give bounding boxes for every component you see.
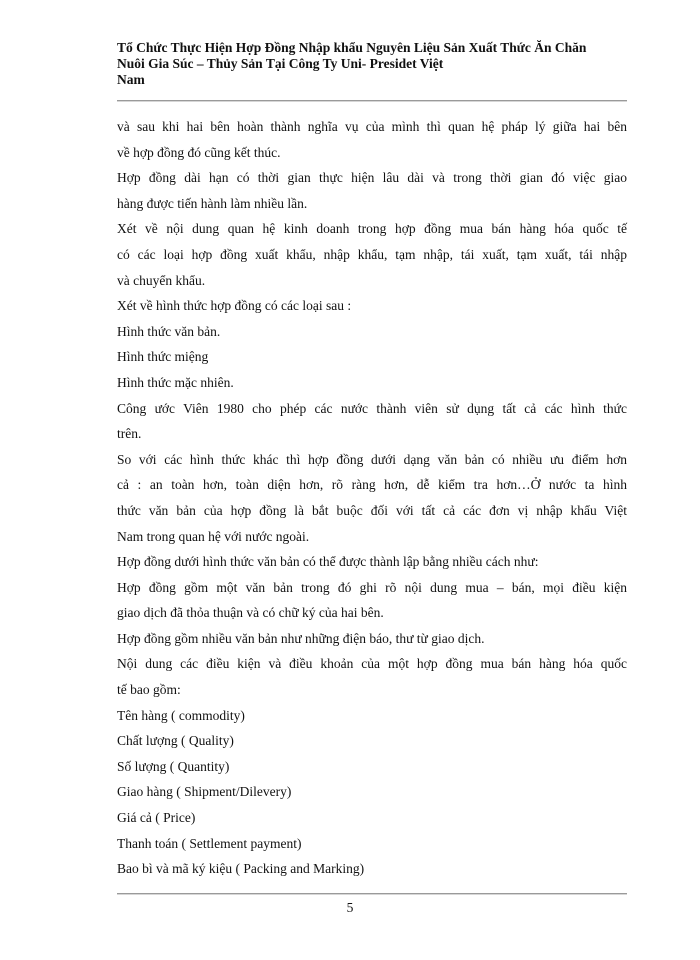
body-line: Hình thức miệng (117, 349, 209, 365)
body-line: So với các hình thức khác thì hợp đồng dưới dạng văn bản có nhiều ưu điểm hơn (117, 451, 627, 467)
body-line: giao dịch đã thỏa thuận và có chữ ký của hai bên. (117, 605, 384, 621)
header-title-line: Tổ Chức Thực Hiện Hợp Đồng Nhập khẩu Nguyên Liệu Sản Xuất Thức Ăn Chăn (117, 40, 587, 55)
body-line: Hợp đồng gồm một văn bản trong đó ghi rõ nội dung mua – bán, mọi điều kiện (117, 579, 627, 595)
body-line: có các loại hợp đồng xuất khẩu, nhập khẩu, tạm nhập, tái xuất, tạm xuất, tái nhập (117, 246, 627, 262)
body-line: về hợp đồng đó cũng kết thúc. (117, 144, 281, 160)
header-divider (117, 100, 627, 102)
body-line: Giao hàng ( Shipment/Dilevery) (117, 784, 292, 800)
body-line: Bao bì và mã ký kiệu ( Packing and Marking) (117, 861, 365, 877)
body-line: Xét về hình thức hợp đồng có các loại sau : (117, 298, 352, 314)
body-line: tế bao gồm: (117, 682, 181, 698)
body-line: Chất lượng ( Quality) (117, 733, 234, 749)
body-line: Giá cả ( Price) (117, 810, 196, 826)
body-line: Hình thức văn bản. (117, 323, 221, 339)
body-line: hàng được tiến hành làm nhiều lần. (117, 195, 308, 211)
body-line: Hợp đồng dưới hình thức văn bản có thể được thành lập bằng nhiều cách như: (117, 554, 539, 570)
running-header-title (117, 40, 627, 88)
body-line: Thanh toán ( Settlement payment) (117, 835, 302, 851)
body-line: Số lượng ( Quantity) (117, 758, 230, 774)
body-line: thức văn bản của hợp đồng là bắt buộc đối với tất cả các đơn vị nhập khẩu Việt (117, 502, 627, 518)
footer-divider (117, 893, 627, 895)
body-line: Tên hàng ( commodity) (117, 707, 245, 723)
page-number: 5 (346, 900, 354, 915)
body-line: Nội dung các điều kiện và điều khoản của một hợp đồng mua bán hàng hóa quốc (117, 656, 627, 672)
body-line: Hợp đồng dài hạn có thời gian thực hiện lâu dài và trong thời gian đó việc giao (117, 170, 627, 186)
body-line: và sau khi hai bên hoàn thành nghĩa vụ của mình thì quan hệ pháp lý giữa hai bên (117, 119, 627, 134)
header-title-line: Nuôi Gia Súc – Thủy Sản Tại Công Ty Uni- Presidet Việt (117, 56, 444, 71)
body-line: Hình thức mặc nhiên. (117, 374, 234, 390)
body-line: Xét về nội dung quan hệ kinh doanh trong hợp đồng mua bán hàng hóa quốc tế (117, 221, 627, 237)
header-title-line: Nam (117, 72, 145, 87)
body-line: cả : an toàn hơn, toàn diện hơn, rõ ràng hơn, dễ kiểm tra hơn…Ở nước ta hình (117, 477, 627, 493)
body-line: và chuyển khẩu. (117, 272, 206, 288)
body-line: trên. (117, 426, 142, 442)
body-line: Hợp đồng gồm nhiều văn bản như những điện báo, thư từ giao dịch. (117, 630, 485, 646)
body-text (117, 114, 627, 882)
body-line: Công ước Viên 1980 cho phép các nước thành viên sử dụng tất cả các hình thức (117, 400, 627, 416)
body-line: Nam trong quan hệ với nước ngoài. (117, 528, 310, 544)
